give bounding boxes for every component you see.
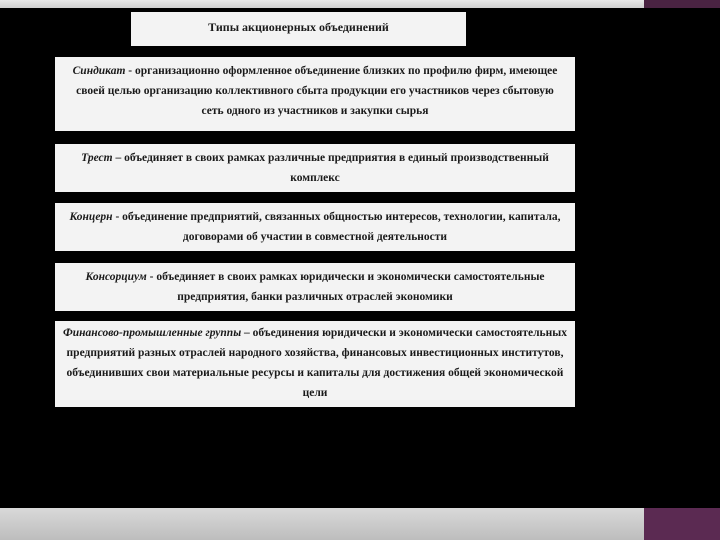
definition-fig: – объединения юридически и экономически самостоятельных предприятий разных отраслей народного хозяйства, финансовых инвестиционных институтов, объединивших свои материальные ресурсы и капиталы для достижения общей экономической цели <box>66 327 567 399</box>
definition-box-consortium <box>55 263 575 311</box>
definition-consortium: - объединяет в своих рамках юридически и экономически самостоятельные предприятия, банки различных отраслей экономики <box>146 271 545 303</box>
top-border-strip <box>0 0 720 8</box>
definition-syndicate: - организационно оформленное объединение близких по профилю фирм, имеющее своей целью организацию коллективного сбыта продукции его участников через сбытовую сеть одного из участников и закупки сырья <box>76 65 558 117</box>
bottom-accent-bar <box>644 508 720 540</box>
definition-box-trust <box>55 144 575 192</box>
bottom-border-strip <box>0 508 720 540</box>
definition-trust: – объединяет в своих рамках различные предприятия в единый производственный комплекс <box>112 152 549 184</box>
definition-box-concern <box>55 203 575 251</box>
term-syndicate: Синдикат <box>72 65 126 77</box>
slide-title-box <box>131 12 466 46</box>
term-consortium: Консорциум <box>85 271 147 283</box>
top-accent-bar <box>644 0 720 8</box>
definition-concern: - объединение предприятий, связанных общностью интересов, технологии, капитала, договорами об участии в совместной деятельности <box>112 211 561 243</box>
term-fig: Финансово-промышленные группы <box>63 327 242 339</box>
slide-title: Типы акционерных объединений <box>208 20 389 34</box>
term-concern: Концерн <box>69 211 113 223</box>
definition-box-fig <box>55 321 575 407</box>
definition-box-syndicate <box>55 57 575 131</box>
term-trust: Трест <box>81 152 113 164</box>
